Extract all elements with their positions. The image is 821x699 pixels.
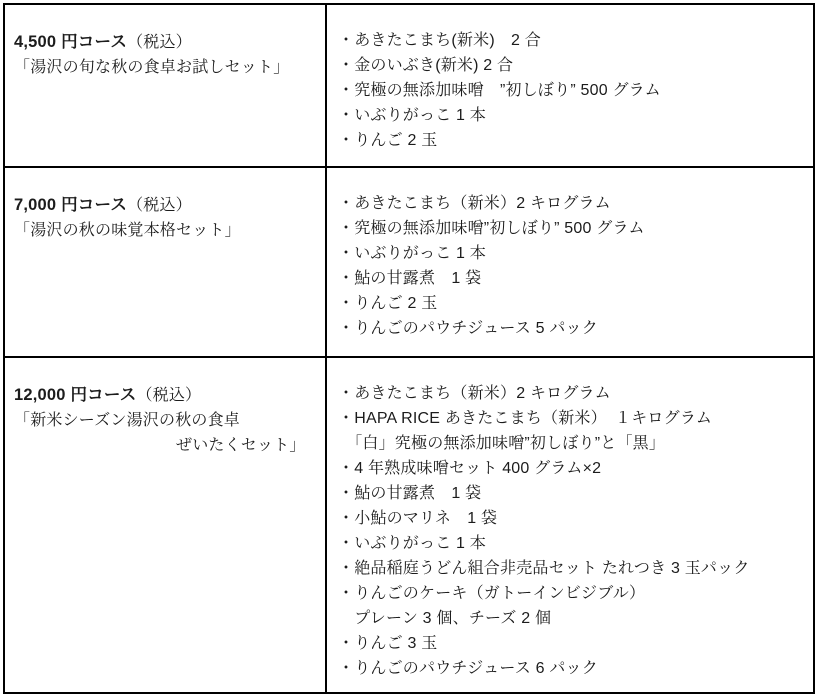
item-line: ・鮎の甘露煮 1 袋 [338, 270, 482, 287]
course-cell [5, 5, 327, 166]
items-cell [327, 358, 813, 692]
item-line: ・HAPA RICE あきたこまち（新米） １キログラム [338, 410, 713, 427]
item-line: ・小鮎のマリネ 1 袋 [338, 510, 498, 527]
course-subtitle-line: ぜいたくセット」 [14, 437, 306, 454]
course-title-line [14, 193, 317, 218]
item-line: ・りんごのケーキ（ガトーインビジブル） [338, 585, 646, 602]
item-line: ・りんご 3 玉 [338, 635, 438, 652]
item-line: ・あきたこまち(新米) 2 合 [338, 32, 542, 49]
item-line: ・金のいぶき(新米) 2 合 [338, 57, 514, 74]
course-tax-note: （税込） [127, 197, 192, 214]
course-cell [5, 358, 327, 692]
item-line: ・絶品稲庭うどん組合非売品セット たれつき 3 玉パック [338, 560, 750, 577]
item-line: 「白」究極の無添加味噌”初しぼり”と「黒」 [338, 435, 666, 452]
item-line: ・りんご 2 玉 [338, 132, 438, 149]
item-line: ・究極の無添加味噌 ”初しぼり” 500 グラム [338, 82, 661, 99]
item-line: プレーン 3 個、チーズ 2 個 [338, 610, 552, 627]
item-line: ・鮎の甘露煮 1 袋 [338, 485, 482, 502]
items-cell [327, 168, 813, 356]
item-line: ・4 年熟成味噌セット 400 グラム×2 [338, 460, 602, 477]
course-tax-note: （税込） [127, 34, 192, 51]
item-line: ・りんご 2 玉 [338, 295, 438, 312]
course-subtitle-line: 「新米シーズン湯沢の秋の食卓 [14, 412, 241, 429]
course-cell [5, 168, 327, 356]
course-title-line [14, 30, 317, 55]
item-line: ・いぶりがっこ 1 本 [338, 107, 486, 124]
course-title-line [14, 383, 317, 408]
item-line: ・いぶりがっこ 1 本 [338, 245, 486, 262]
course-subtitle-line: 「湯沢の旬な秋の食卓お試しセット」 [14, 59, 290, 76]
item-line: ・りんごのパウチジュース 6 パック [338, 660, 598, 677]
table-row [5, 358, 813, 692]
course-price: 12,000 円コース [14, 386, 137, 404]
item-line: ・あきたこまち（新米）2 キログラム [338, 385, 611, 402]
course-price: 4,500 円コース [14, 33, 128, 51]
table-row [5, 5, 813, 168]
items-cell [327, 5, 813, 166]
item-line: ・りんごのパウチジュース 5 パック [338, 320, 598, 337]
item-line: ・あきたこまち（新米）2 キログラム [338, 195, 611, 212]
course-subtitle-line: 「湯沢の秋の味覚本格セット」 [14, 222, 241, 239]
item-line: ・いぶりがっこ 1 本 [338, 535, 486, 552]
table-row [5, 168, 813, 358]
course-tax-note: （税込） [136, 387, 202, 404]
course-price-table [3, 3, 815, 694]
item-line: ・究極の無添加味噌”初しぼり” 500 グラム [338, 220, 645, 237]
course-price: 7,000 円コース [14, 196, 128, 214]
